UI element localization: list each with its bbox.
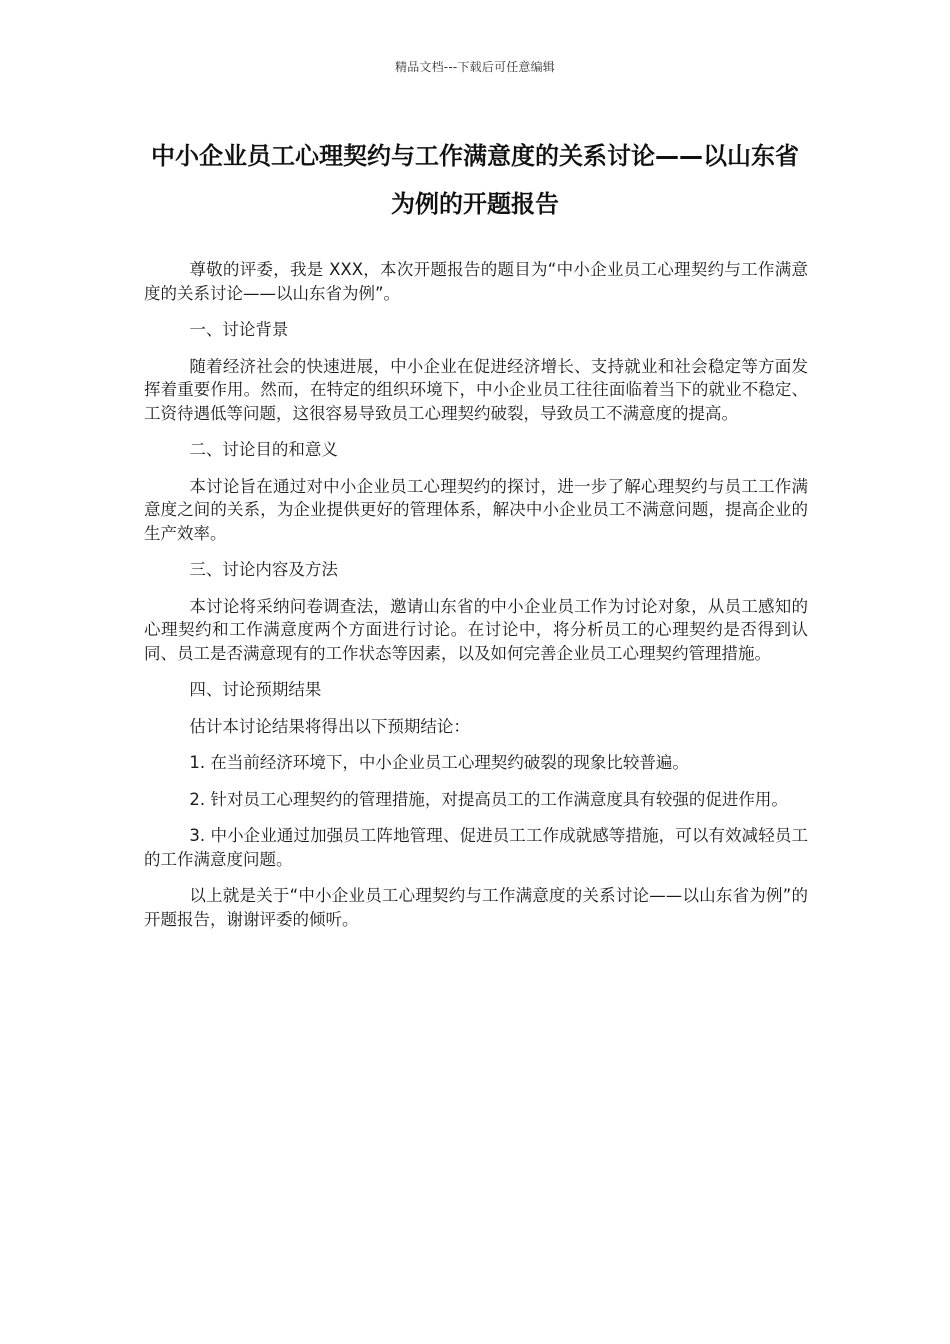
expected-results-intro: 估计本讨论结果将得出以下预期结论： <box>189 716 470 736</box>
document-title: 中小企业员工心理契约与工作满意度的关系讨论——以山东省为例的开题报告 <box>151 142 799 218</box>
section-heading-background: 一、讨论背景 <box>189 320 289 339</box>
expected-result-item: 1. 在当前经济环境下，中小企业员工心理契约破裂的现象比较普遍。 <box>189 753 689 772</box>
intro-paragraph: 尊敬的评委，我是 XXX，本次开题报告的题目为“中小企业员工心理契约与工作满意度的关系讨论——以山东省为例”。 <box>144 260 808 303</box>
purpose-paragraph: 本讨论旨在通过对中小企业员工心理契约的探讨，进一步了解心理契约与员工工作满意度之间的关系，为企业提供更好的管理体系，解决中小企业员工不满意问题，提高企业的生产效率。 <box>144 476 808 543</box>
section-heading-content-method: 三、讨论内容及方法 <box>189 560 338 579</box>
section-heading-purpose: 二、讨论目的和意义 <box>189 440 338 459</box>
header-note: 精品文档---下载后可任意编辑 <box>395 60 555 74</box>
section-heading-expected-results: 四、讨论预期结果 <box>189 680 322 699</box>
content-method-paragraph: 本讨论将采纳问卷调查法，邀请山东省的中小企业员工作为讨论对象，从员工感知的心理契约和工作满意度两个方面进行讨论。在讨论中，将分析员工的心理契约是否得到认同、员工是否满意现有的工作状态等因素，以及如何完善企业员工心理契约管理措施。 <box>144 596 808 663</box>
expected-result-item: 2. 针对员工心理契约的管理措施，对提高员工的工作满意度具有较强的促进作用。 <box>189 789 788 809</box>
document-body <box>144 258 808 944</box>
background-paragraph: 随着经济社会的快速进展，中小企业在促进经济增长、支持就业和社会稳定等方面发挥着重要作用。然而，在特定的组织环境下，中小企业员工往往面临着当下的就业不稳定、工资待遇低等问题，这很容易导致员工心理契约破裂，导致员工不满意度的提高。 <box>144 356 808 423</box>
closing-paragraph: 以上就是关于“中小企业员工心理契约与工作满意度的关系讨论——以山东省为例”的开题报告，谢谢评委的倾听。 <box>144 886 808 929</box>
expected-result-item: 3. 中小企业通过加强员工阵地管理、促进员工工作成就感等措施，可以有效减轻员工的工作满意度问题。 <box>144 826 808 869</box>
